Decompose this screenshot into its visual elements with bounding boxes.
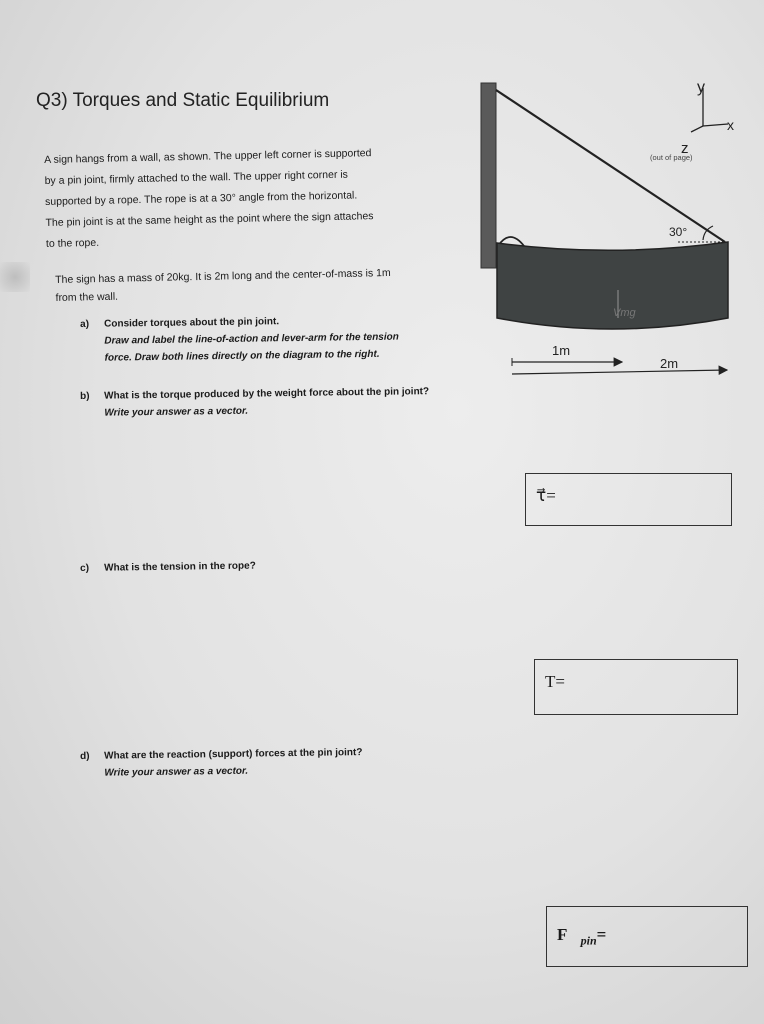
angle-label: 30° [669,225,688,239]
pin-force-answer-label: $F⃗_{pin}=$ [557,925,607,948]
dim-2m-label: 2m [660,356,679,371]
question-a-label: a) [80,318,90,330]
wall [481,83,496,268]
page-title: Q3) Torques and Static Equilibrium [36,90,330,111]
question-a-instruction: force. Draw both lines directly on the diagram to the right. [104,348,380,364]
axis-x-label: x [727,117,734,133]
intro-line: by a pin joint, firmly attached to the wall. The upper right corner is [44,168,349,187]
given-line: from the wall. [55,290,119,304]
question-b-text: What is the torque produced by the weight force about the pin joint? [104,386,430,402]
intro-line: to the rope. [45,236,100,250]
question-b-instruction: Write your answer as a vector. [104,405,249,419]
intro-line: supported by a rope. The rope is at a 30° angle from the horizontal. [44,189,358,208]
question-c-label: c) [80,562,90,574]
rope [496,90,725,242]
axis-y-label: y [697,79,705,96]
question-d-instruction: Write your answer as a vector. [104,765,249,779]
question-c-text: What is the tension in the rope? [104,560,256,574]
question-b-label: b) [80,390,90,402]
axis-z-label: z [681,140,689,157]
question-d-text: What are the reaction (support) forces at the pin joint? [104,747,363,762]
dim-2m-line [512,370,727,374]
torque-answer-label: τ⃗= [536,486,556,505]
intro-line: The pin joint is at the same height as the point where the sign attaches [45,210,374,229]
question-d-label: d) [80,750,90,762]
axis-note: (out of page) [650,153,693,162]
question-a-text: Consider torques about the pin joint. [104,316,280,330]
intro-line: A sign hangs from a wall, as shown. The upper left corner is supported [44,147,372,166]
axis-x-line [703,124,728,126]
dim-1m-label: 1m [552,343,571,358]
tension-answer-label: T= [545,672,565,691]
weight-label: Vmg [613,307,636,319]
question-a-instruction: Draw and label the line-of-action and lever-arm for the tension [104,331,399,347]
axis-z-line [691,126,703,132]
given-line: The sign has a mass of 20kg. It is 2m long and the center-of-mass is 1m [55,266,391,286]
